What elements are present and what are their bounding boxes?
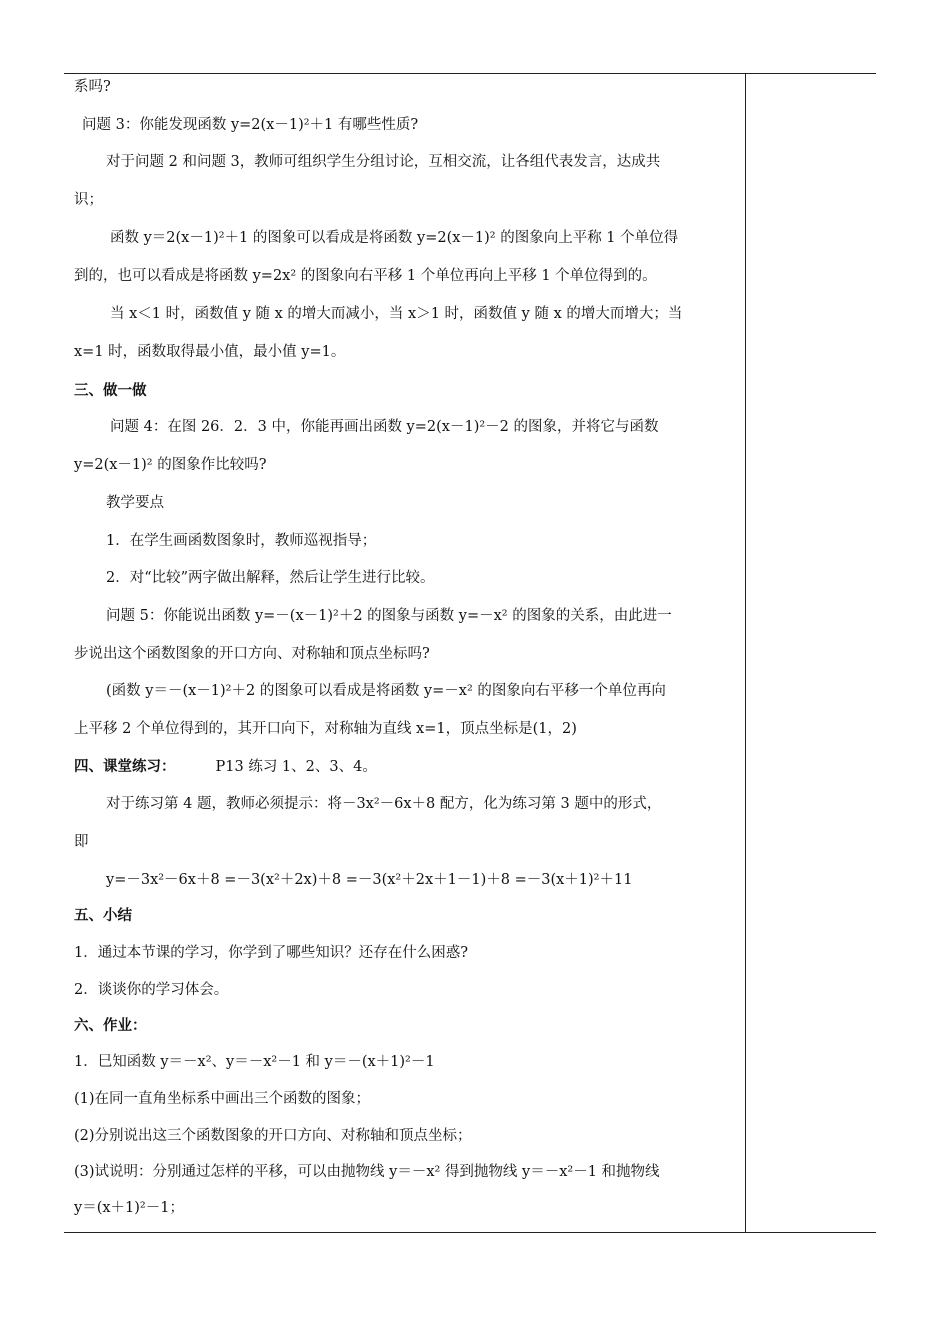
text-line: 2．对“比较”两字做出解释，然后让学生进行比较。 (106, 570, 435, 586)
text-line: 1．通过本节课的学习，你学到了哪些知识？还存在什么困惑? (74, 945, 468, 961)
text-line: 即 (74, 834, 89, 850)
text-line: y=2(x－1)² 的图象作比较吗? (74, 457, 267, 473)
text-line: 系吗? (74, 79, 111, 95)
exercise-reference: P13 练习 1、2、3、4。 (215, 759, 377, 775)
section-heading-4: 四、课堂练习： (74, 759, 176, 775)
text-line: 当 x＜1 时，函数值 y 随 x 的增大而减小，当 x＞1 时，函数值 y 随 x 的增大而增大；当 (110, 306, 683, 322)
text-line: y＝(x＋1)²－1； (74, 1200, 184, 1216)
text-line: 到的，也可以看成是将函数 y=2x² 的图象向右平移 1 个单位再向上平移 1 个单位得到的。 (74, 268, 657, 284)
text-line: (1)在同一直角坐标系中画出三个函数的图象； (74, 1091, 371, 1107)
text-line: x=1 时，函数取得最小值，最小值 y=1。 (74, 344, 346, 360)
question-3: 问题 3：你能发现函数 y=2(x－1)²＋1 有哪些性质? (82, 117, 419, 133)
text-line: 识； (74, 192, 103, 208)
text-line: 步说出这个函数图象的开口方向、对称轴和顶点坐标吗? (74, 646, 430, 662)
text-line: 2．谈谈你的学习体会。 (74, 982, 229, 998)
section-4-line (74, 757, 738, 777)
text-line: (函数 y＝－(x－1)²＋2 的图象可以看成是将函数 y=－x² 的图象向右平移一个单位再向 (106, 683, 666, 699)
section-heading-3: 三、做一做 (74, 383, 147, 399)
text-line: 教学要点 (106, 495, 164, 511)
text-line: (2)分别说出这三个函数图象的开口方向、对称轴和顶点坐标； (74, 1128, 472, 1144)
formula-line: y=－3x²－6x＋8 =－3(x²＋2x)＋8 =－3(x²＋2x＋1－1)＋8 =－3(x＋1)²＋11 (106, 872, 633, 888)
section-heading-5: 五、小结 (74, 908, 132, 924)
section-heading-6: 六、作业： (74, 1018, 147, 1034)
text-line: 对于问题 2 和问题 3，教师可组织学生分组讨论，互相交流，让各组代表发言，达成共 (106, 154, 661, 170)
table-top-border (64, 73, 876, 74)
text-line: 函数 y＝2(x－1)²＋1 的图象可以看成是将函数 y=2(x－1)² 的图象向上平称 1 个单位得 (110, 230, 679, 246)
question-4: 问题 4：在图 26．2．3 中，你能再画出函数 y=2(x－1)²－2 的图象，并将它与函数 (110, 419, 659, 435)
text-line: 对于练习第 4 题，教师必须提示：将－3x²－6x＋8 配方，化为练习第 3 题中的形式， (106, 796, 662, 812)
table-bottom-border (64, 1232, 876, 1233)
text-line: (3)试说明：分别通过怎样的平移，可以由抛物线 y＝－x² 得到抛物线 y＝－x²－1 和抛物线 (74, 1164, 660, 1180)
question-5: 问题 5：你能说出函数 y=－(x－1)²＋2 的图象与函数 y=－x² 的图象的关系，由此进一 (106, 608, 672, 624)
text-line: 上平移 2 个单位得到的，其开口向下，对称轴为直线 x=1，顶点坐标是(1，2) (74, 721, 577, 737)
text-line: 1．巳知函数 y＝－x²、y＝－x²－1 和 y＝－(x＋1)²－1 (74, 1054, 435, 1070)
text-line: 1．在学生画函数图象时，教师巡视指导； (106, 533, 377, 549)
